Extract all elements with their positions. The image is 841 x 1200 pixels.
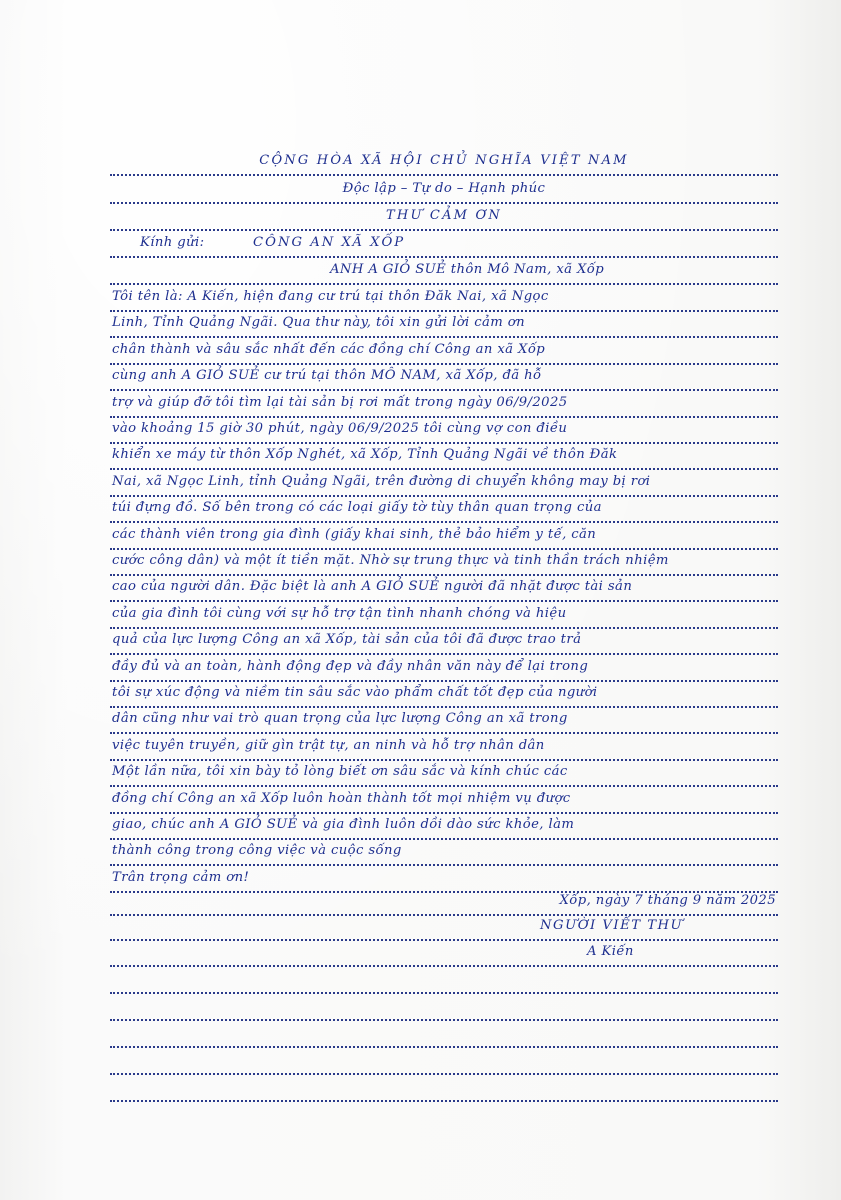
body-line-text: Một lần nữa, tôi xin bày tỏ lòng biết ơn sâu sắc và kính chúc các	[112, 764, 568, 780]
place-date-text: Xốp, ngày 7 tháng 9 năm 2025	[559, 893, 776, 908]
empty-line	[110, 1076, 778, 1102]
body-line-text: cao của người dân. Đặc biệt là anh A GIỎ SUẺ người đã nhặt được tài sản	[112, 579, 633, 595]
body-line-text: trợ và giúp đỡ tôi tìm lại tài sản bị rơi mất trong ngày 06/9/2025	[112, 394, 568, 410]
body-line-text: đầy đủ và an toàn, hành động đẹp và đầy nhân văn này để lại trong	[112, 658, 589, 674]
body-line-text: cùng anh A GIỎ SUẺ cư trú tại thôn MÔ NAM, xã Xốp, đã hỗ	[112, 368, 542, 384]
body-line-text: các thành viên trong gia đình (giấy khai sinh, thẻ bảo hiểm y tế, căn	[112, 526, 597, 542]
body-line	[110, 761, 778, 787]
body-line	[110, 392, 778, 418]
addressee-prefix: Kính gửi:	[140, 235, 205, 250]
body-line-text: vào khoảng 15 giờ 30 phút, ngày 06/9/2025 tôi cùng vợ con điều	[112, 421, 568, 436]
national-header	[110, 150, 778, 176]
empty-line	[110, 968, 778, 994]
body-line	[110, 365, 778, 391]
body-line-text: dân cũng như vai trò quan trọng của lực lượng Công an xã trong	[112, 711, 568, 727]
body-line-text: túi đựng đồ. Số bên trong có các loại giấy tờ tùy thân quan trọng của	[112, 500, 602, 516]
body-line-text: đồng chí Công an xã Xốp luôn hoàn thành tốt mọi nhiệm vụ được	[112, 790, 571, 806]
empty-line	[110, 1049, 778, 1075]
body-line	[110, 286, 778, 312]
body-line-text: của gia đình tôi cùng với sự hỗ trợ tận tình nhanh chóng và hiệu	[112, 605, 567, 621]
body-line	[110, 656, 778, 682]
addressee-line	[110, 232, 778, 258]
body-line	[110, 708, 778, 734]
body-line	[110, 339, 778, 365]
body-line	[110, 497, 778, 523]
body-line-text: khiển xe máy từ thôn Xốp Nghét, xã Xốp, Tỉnh Quảng Ngãi về thôn Đăk	[112, 447, 618, 463]
body-line-text: tôi sự xúc động và niềm tin sâu sắc vào phẩm chất tốt đẹp của người	[112, 685, 598, 700]
body-line	[110, 682, 778, 708]
body-line-text: quả của lực lượng Công an xã Xốp, tài sản của tôi đã được trao trả	[112, 632, 582, 648]
motto	[110, 178, 778, 204]
body-line	[110, 312, 778, 338]
body-line-text: cước công dân) và một ít tiền mặt. Nhờ sự trung thực và tinh thần trách nhiệm	[112, 553, 669, 568]
body-line-text: Tôi tên là: A Kiến, hiện đang cư trú tại thôn Đăk Nai, xã Ngọc	[112, 289, 549, 304]
recipient-line	[110, 259, 778, 285]
empty-line	[110, 1022, 778, 1048]
body-line-text: Nai, xã Ngọc Linh, tỉnh Quảng Ngãi, trên đường di chuyển không may bị rơi	[112, 473, 651, 489]
body-line	[110, 735, 778, 761]
addressee-name: CÔNG AN XÃ XỐP	[253, 235, 406, 250]
motto-text: Độc lập – Tự do – Hạnh phúc	[342, 181, 546, 196]
signature-line	[110, 941, 778, 967]
national-header-text: CỘNG HÒA XÃ HỘI CHỦ NGHĨA VIỆT NAM	[259, 153, 629, 168]
letter-title	[110, 205, 778, 231]
body-line-text: Trân trọng cảm ơn!	[112, 869, 250, 885]
writer-label: NGƯỜI VIẾT THƯ	[540, 918, 684, 933]
body-line	[110, 524, 778, 550]
body-line	[110, 629, 778, 655]
body-line	[110, 814, 778, 840]
body-line	[110, 576, 778, 602]
body-line	[110, 471, 778, 497]
body-line	[110, 788, 778, 814]
empty-line	[110, 995, 778, 1021]
body-line	[110, 418, 778, 444]
letter-title-text: THƯ CẢM ƠN	[386, 208, 502, 223]
writer-label-line	[110, 915, 778, 941]
body-line-text: thành công trong công việc và cuộc sống	[112, 843, 402, 859]
body-line	[110, 840, 778, 866]
body-line	[110, 603, 778, 629]
body-line	[110, 444, 778, 470]
body-line-text: chân thành và sâu sắc nhất đến các đồng chí Công an xã Xốp	[112, 341, 546, 357]
place-date-line	[110, 890, 778, 916]
recipient-text: ANH A GIỎ SUẺ thôn Mô Nam, xã Xốp	[330, 262, 605, 277]
body-line	[110, 867, 778, 893]
body-line	[110, 550, 778, 576]
body-line-text: Linh, Tỉnh Quảng Ngãi. Qua thư này, tôi xin gửi lời cảm ơn	[112, 315, 526, 331]
writer-signature: A Kiến	[587, 944, 634, 959]
body-line-text: giao, chúc anh A GIỎ SUẺ và gia đình luôn dồi dào sức khỏe, làm	[112, 817, 575, 832]
body-line-text: việc tuyên truyền, giữ gìn trật tự, an ninh và hỗ trợ nhân dân	[112, 737, 545, 753]
